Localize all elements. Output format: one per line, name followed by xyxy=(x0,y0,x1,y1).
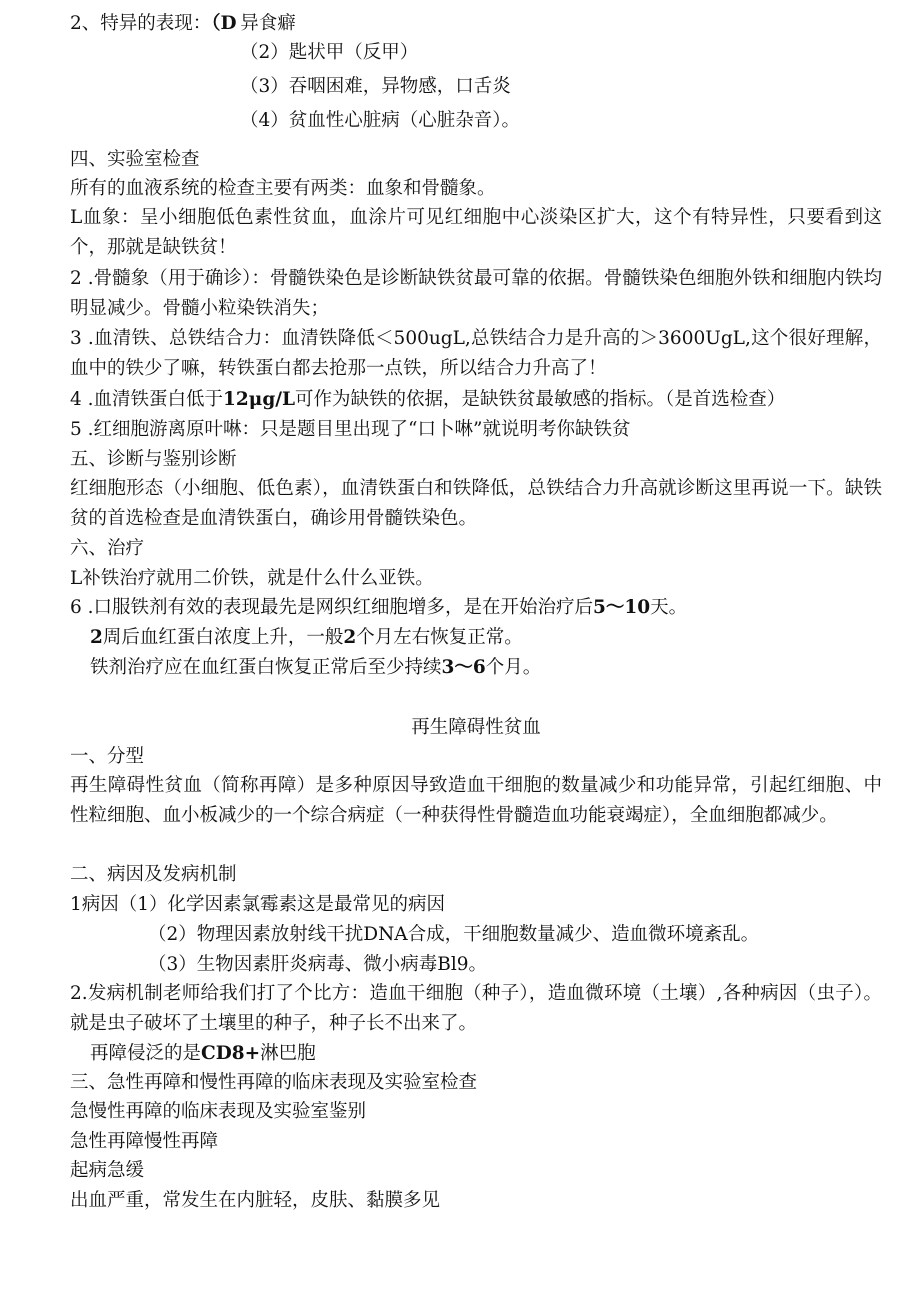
ferritin-after: 可作为缺铁的依据，是缺铁贫最敏感的指标。（是首选检查） xyxy=(295,389,786,410)
treatment-line-2 xyxy=(70,595,882,621)
bleeding-line: 出血严重，常发生在内脏轻，皮肤、黏膜多见 xyxy=(70,1190,441,1211)
mechanism-paragraph: 2.发病机制老师给我们打了个比方：造血干细胞（种子），造血微环境（土壤）,各种病因（虫子）。就是虫子破坏了土壤里的种子，种子长不出来了。 xyxy=(70,983,882,1034)
cause-line-2: （2）物理因素放射线干扰DNA合成，干细胞数量减少、造血微环境紊乱。 xyxy=(148,924,760,945)
treatment-4-after: 个月。 xyxy=(485,657,542,678)
porphyrin-line: 5 .红细胞游离原叶啉：只是题目里出现了“口卜啉”就说明考你缺铁贫 xyxy=(70,419,631,440)
treatment-3-mid: 周后血红蛋白浓度上升，一般 xyxy=(102,627,344,648)
treatment-3-after: 个月左右恢复正常。 xyxy=(356,627,523,648)
invasion-after: 淋巴胞 xyxy=(260,1043,316,1064)
lab-intro: 所有的血液系统的检查主要有两类：血象和骨髓象。 xyxy=(70,178,496,199)
cause-line-1: 1病因（1）化学因素氯霉素这是最常见的病因 xyxy=(70,894,446,915)
type-heading: 一、分型 xyxy=(70,746,145,767)
clinical-subheading: 急慢性再障的临床表现及实验室鉴别 xyxy=(70,1101,367,1122)
columns-line: 急性再障慢性再障 xyxy=(70,1131,219,1152)
treatment-4-duration: 3～6 xyxy=(441,657,486,678)
treatment-heading: 六、治疗 xyxy=(70,538,145,559)
invasion-line xyxy=(90,1041,882,1067)
ferritin-line xyxy=(70,387,882,413)
treatment-2-days: 5～10 xyxy=(593,597,651,618)
manifestation-item-4: （4）贫血性心脏病（心脏杂音）。 xyxy=(240,110,521,131)
lab-heading: 四、实验室检查 xyxy=(70,149,200,170)
serum-iron-paragraph: 3 .血清铁、总铁结合力：血清铁降低＜500ugL,总铁结合力是升高的＞3600UgL,这个很好理解，血中的铁少了嘛，转铁蛋白都去抢那一点铁，所以结合力升高了！ xyxy=(70,328,882,379)
item1-text: 异食癖 xyxy=(240,13,296,34)
blood-picture-paragraph: L血象：呈小细胞低色素性贫血，血涂片可见红细胞中心淡染区扩大，这个有特异性，只要看到这个，那就是缺铁贫！ xyxy=(70,207,882,258)
treatment-line-3 xyxy=(90,625,882,651)
cause-heading: 二、病因及发病机制 xyxy=(70,864,237,885)
item1-number: （D xyxy=(211,13,237,34)
special-manifestations-prefix: 2、特异的表现： xyxy=(70,13,212,34)
ferritin-value: 12μg∕L xyxy=(223,389,296,410)
cause-line-3: （3）生物因素肝炎病毒、微小病毒Bl9。 xyxy=(148,954,488,975)
treatment-2-after: 天。 xyxy=(650,597,688,618)
invasion-before: 再障侵泛的是 xyxy=(90,1043,202,1064)
treatment-line-1: L补铁治疗就用二价铁，就是什么什么亚铁。 xyxy=(70,568,434,589)
type-paragraph: 再生障碍性贫血（简称再障）是多种原因导致造血干细胞的数量减少和功能异常，引起红细胞、中性粒细胞、血小板减少的一个综合病症（一种获得性骨髓造血功能衰竭症），全血细胞都减少。 xyxy=(70,775,882,826)
manifestation-item-2: （2）匙状甲（反甲） xyxy=(240,42,419,63)
treatment-3-months: 2 xyxy=(343,627,357,648)
onset-line: 起病急缓 xyxy=(70,1160,145,1181)
treatment-4-before: 铁剂治疗应在血红蛋白恢复正常后至少持续 xyxy=(90,657,442,678)
treatment-2-before: 6 .口服铁剂有效的表现最先是网织红细胞增多，是在开始治疗后 xyxy=(70,597,594,618)
treatment-line-4 xyxy=(90,655,882,681)
bone-marrow-paragraph: 2 .骨髓象（用于确诊）：骨髓铁染色是诊断缺铁贫最可靠的依据。骨髓铁染色细胞外铁和细胞内铁均明显减少。骨髓小粒染铁消失； xyxy=(70,268,882,319)
diagnosis-heading: 五、诊断与鉴别诊断 xyxy=(70,449,237,470)
treatment-3-weeks: 2 xyxy=(90,627,103,648)
diagnosis-paragraph: 红细胞形态（小细胞、低色素），血清铁蛋白和铁降低，总铁结合力升高就诊断这里再说一下。缺铁贫的首选检查是血清铁蛋白，确诊用骨髓铁染色。 xyxy=(70,478,882,529)
section-title: 再生障碍性贫血 xyxy=(411,717,541,738)
ferritin-before: 4 .血清铁蛋白低于 xyxy=(70,389,224,410)
manifestation-item-3: （3）吞咽困难，异物感，口舌炎 xyxy=(240,76,511,97)
clinical-heading: 三、急性再障和慢性再障的临床表现及实验室检查 xyxy=(70,1072,478,1093)
invasion-cell: CD8+ xyxy=(201,1043,261,1064)
special-manifestations-line xyxy=(70,11,882,37)
